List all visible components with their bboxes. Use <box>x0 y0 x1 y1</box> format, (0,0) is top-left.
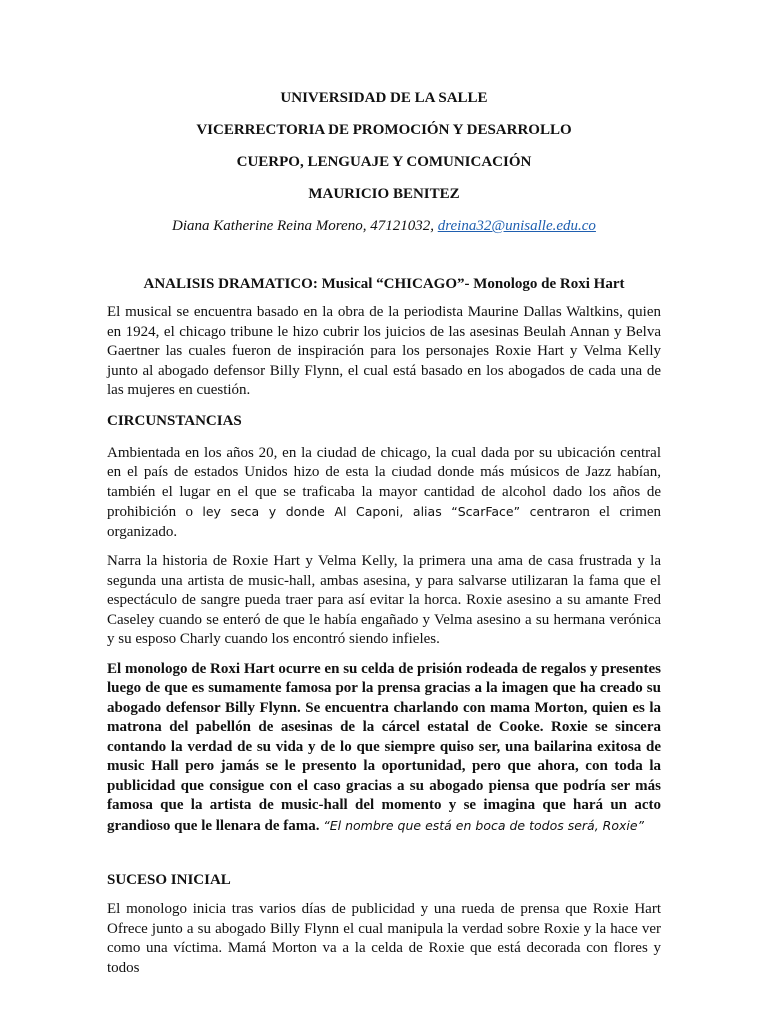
author-email-link[interactable]: dreina32@unisalle.edu.co <box>437 218 596 234</box>
professor-heading: MAURICIO BENITEZ <box>308 186 460 202</box>
circunstancias-text-end: ron el crimen organizado. <box>107 504 661 540</box>
author-name: Diana Katherine Reina Moreno, 47121032, <box>172 218 438 234</box>
monologo-quote: “El nombre que está en boca de todos será, Roxie” <box>323 817 645 833</box>
circunstancias-paragraph-1 <box>107 444 661 543</box>
section-heading-suceso-inicial: SUCESO INICIAL <box>107 872 231 888</box>
author-line <box>107 216 661 236</box>
circunstancias-paragraph-2: Narra la historia de Roxie Hart y Velma Kelly, la primera una ama de casa frustrada y la segunda una artista de music-hall, ambas asesina, y para salvarse utilizaran la fama que el espectáculo de sangre pueda traer para así evitar la horca. Roxie asesino a su amante Fred Caseley cuando se enteró de que le había engañado y Velma asesino a su hermana verónica y su esposo Charly cuando los encontró siendo infieles. <box>107 553 661 647</box>
course-heading: CUERPO, LENGUAJE Y COMUNICACIÓN <box>236 154 532 170</box>
intro-paragraph: El musical se encuentra basado en la obra de la periodista Maurine Dallas Waltkins, quien en 1924, el chicago tribune le hizo cubrir los juicios de las asesinas Beulah Annan y Belva Gaertner las cuales fueron de inspiración para los personajes Roxie Hart y Velma Kelly junto al abogado defensor Billy Flynn, el cual está basado en los abogados de cada una de las mujeres en cuestión. <box>107 304 661 398</box>
circunstancias-alt-font-text: ley seca y donde Al Caponi, alias “ScarFace” centra <box>202 504 570 519</box>
section-heading-circunstancias: CIRCUNSTANCIAS <box>107 412 242 429</box>
university-heading: UNIVERSIDAD DE LA SALLE <box>280 90 488 106</box>
document-title: ANALISIS DRAMATICO: Musical “CHICAGO”- Monologo de Roxi Hart <box>143 276 625 292</box>
vicerrectoria-heading: VICERRECTORIA DE PROMOCIÓN Y DESARROLLO <box>196 122 572 138</box>
document-page <box>107 88 661 988</box>
suceso-paragraph-1: El monologo inicia tras varios días de publicidad y una rueda de prensa que Roxie Hart Ofrece junto a su abogado Billy Flynn el cual manipula la verdad sobre Roxie y la hace ver como una víctima. Mamá Morton va a la celda de Roxie que está decorada con flores y todos <box>107 901 661 976</box>
circunstancias-paragraph-3 <box>107 660 661 837</box>
monologo-summary-text: El monologo de Roxi Hart ocurre en su celda de prisión rodeada de regalos y presentes luego de que es sumamente famosa por la prensa gracias a la imagen que ha creado su abogado defensor Billy Flynn. Se encuentra charlando con mama Morton, quien es la matrona del pabellón de asesinas de la cárcel estatal de Cooke. Roxie se sincera contando la verdad de su vida y de lo que siempre quiso ser, una bailarina exitosa de music Hall pero jamás se le presento la oportunidad, pero que ahora, con toda la publicidad que consigue con el caso gracias a su abogado piensa que podría ser más famosa que la artista de music-hall del momento y se imagina que hará un acto grandioso que le llenara de fama. <box>107 660 661 834</box>
circunstancias-text: Ambientada en los años 20, en la ciudad de chicago, la cual dada por su ubicación central en el país de estados Unidos hizo de esta la ciudad donde más músicos de Jazz habían, también el lugar en el que se traficaba la mayor cantidad de alcohol dado los años de prohibición o <box>107 444 661 520</box>
